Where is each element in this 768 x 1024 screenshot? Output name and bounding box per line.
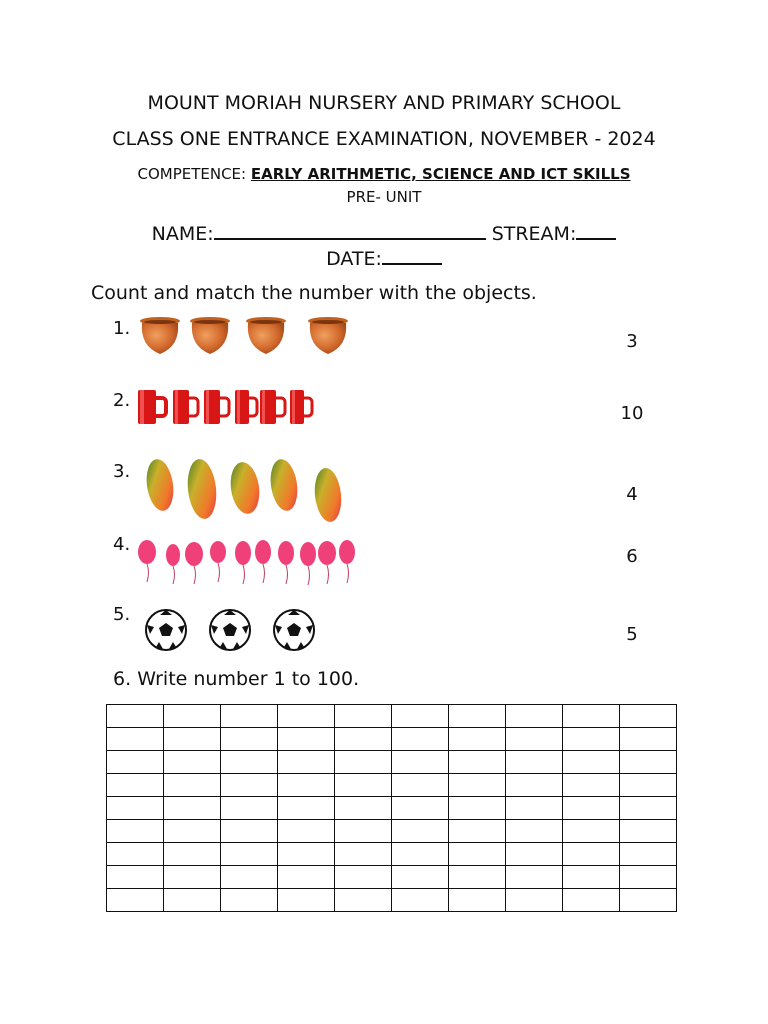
grid-cell[interactable] (335, 705, 392, 728)
mangoes-group (140, 456, 350, 528)
grid-cell[interactable] (221, 820, 278, 843)
grid-cell[interactable] (164, 774, 221, 797)
grid-cell[interactable] (563, 705, 620, 728)
grid-cell[interactable] (278, 751, 335, 774)
grid-cell[interactable] (221, 866, 278, 889)
grid-cell[interactable] (164, 705, 221, 728)
question-6-text: Write number 1 to 100. (137, 668, 360, 690)
grid-cell[interactable] (620, 797, 677, 820)
clay-pot-icon (140, 317, 180, 354)
grid-cell[interactable] (563, 843, 620, 866)
grid-cell[interactable] (506, 728, 563, 751)
football-icon (274, 610, 314, 650)
stream-blank[interactable] (576, 220, 616, 240)
question-number: 4. (113, 534, 131, 555)
grid-row (107, 843, 677, 866)
balloon-icon (255, 540, 271, 583)
date-label: DATE: (326, 248, 382, 270)
question-number: 3. (113, 461, 131, 482)
grid-cell[interactable] (506, 866, 563, 889)
grid-cell[interactable] (278, 797, 335, 820)
mango-icon (228, 460, 263, 515)
grid-cell[interactable] (449, 866, 506, 889)
question-number: 2. (113, 390, 131, 411)
clay-pot-icon (190, 317, 230, 354)
grid-cell[interactable] (392, 797, 449, 820)
date-blank[interactable] (382, 245, 442, 265)
grid-row (107, 889, 677, 912)
red-mug-icon (235, 390, 257, 424)
balloon-icon (300, 542, 316, 585)
grid-row (107, 774, 677, 797)
grid-cell[interactable] (620, 843, 677, 866)
grid-cell[interactable] (449, 705, 506, 728)
question-6 (113, 668, 359, 690)
grid-cell[interactable] (392, 705, 449, 728)
red-mug-icon (260, 390, 285, 424)
grid-cell[interactable] (107, 797, 164, 820)
grid-cell[interactable] (449, 889, 506, 912)
grid-cell[interactable] (449, 774, 506, 797)
grid-cell[interactable] (335, 843, 392, 866)
grid-cell[interactable] (506, 774, 563, 797)
grid-cell[interactable] (107, 728, 164, 751)
grid-cell[interactable] (278, 843, 335, 866)
grid-cell[interactable] (620, 820, 677, 843)
grid-cell[interactable] (335, 751, 392, 774)
grid-cell[interactable] (164, 728, 221, 751)
competence-label: COMPETENCE: (137, 165, 247, 183)
answer-number: 3 (626, 331, 638, 352)
grid-cell[interactable] (107, 889, 164, 912)
balloon-icon (210, 541, 226, 582)
grid-cell[interactable] (563, 889, 620, 912)
grid-cell[interactable] (392, 751, 449, 774)
grid-cell[interactable] (335, 889, 392, 912)
grid-cell[interactable] (164, 797, 221, 820)
grid-cell[interactable] (335, 797, 392, 820)
grid-cell[interactable] (449, 797, 506, 820)
answer-number: 4 (626, 484, 638, 505)
grid-cell[interactable] (221, 843, 278, 866)
red-mug-icon (290, 390, 312, 424)
red-mug-icon (173, 390, 198, 424)
grid-cell[interactable] (620, 866, 677, 889)
answer-number: 5 (626, 624, 638, 645)
balloons-group (136, 538, 361, 588)
grid-cell[interactable] (107, 774, 164, 797)
answer-number: 10 (620, 403, 644, 424)
question-number: 5. (113, 604, 131, 625)
mugs-group (136, 388, 316, 428)
number-writing-grid (106, 704, 677, 912)
grid-cell[interactable] (392, 820, 449, 843)
mango-icon (185, 458, 219, 521)
grid-cell[interactable] (221, 705, 278, 728)
balloon-icon (339, 540, 355, 583)
stream-label: STREAM: (491, 223, 577, 245)
grid-row (107, 705, 677, 728)
grid-cell[interactable] (335, 774, 392, 797)
question-number: 1. (113, 318, 131, 339)
answer-number: 6 (626, 546, 638, 567)
grid-row (107, 797, 677, 820)
question-number: 6. (113, 668, 132, 690)
grid-cell[interactable] (335, 820, 392, 843)
pots-group (136, 316, 356, 360)
grid-cell[interactable] (278, 705, 335, 728)
grid-cell[interactable] (506, 889, 563, 912)
grid-cell[interactable] (392, 728, 449, 751)
unit-label: PRE- UNIT (346, 188, 422, 206)
competence-line (0, 165, 768, 183)
grid-cell[interactable] (107, 820, 164, 843)
grid-cell[interactable] (620, 751, 677, 774)
mango-icon (268, 457, 301, 512)
grid-cell[interactable] (335, 866, 392, 889)
grid-cell[interactable] (164, 820, 221, 843)
grid-cell[interactable] (506, 820, 563, 843)
date-row (0, 245, 768, 270)
grid-cell[interactable] (392, 866, 449, 889)
grid-cell[interactable] (620, 889, 677, 912)
grid-row (107, 728, 677, 751)
grid-row (107, 751, 677, 774)
grid-cell[interactable] (449, 751, 506, 774)
grid-cell[interactable] (392, 889, 449, 912)
exam-title: CLASS ONE ENTRANCE EXAMINATION, NOVEMBER - 2024 (112, 128, 656, 150)
grid-cell[interactable] (164, 866, 221, 889)
clay-pot-icon (308, 317, 348, 354)
grid-cell[interactable] (221, 751, 278, 774)
grid-cell[interactable] (620, 774, 677, 797)
competence-value: EARLY ARITHMETIC, SCIENCE AND ICT SKILLS (250, 165, 631, 183)
grid-cell[interactable] (620, 728, 677, 751)
grid-cell[interactable] (506, 751, 563, 774)
grid-cell[interactable] (221, 797, 278, 820)
red-mug-icon (204, 390, 229, 424)
grid-cell[interactable] (449, 843, 506, 866)
grid-row (107, 866, 677, 889)
grid-row (107, 820, 677, 843)
grid-cell[interactable] (221, 728, 278, 751)
name-label: NAME: (151, 223, 214, 245)
football-icon (210, 610, 250, 650)
grid-cell[interactable] (563, 728, 620, 751)
grid-cell[interactable] (107, 751, 164, 774)
grid-cell[interactable] (506, 797, 563, 820)
grid-cell[interactable] (449, 820, 506, 843)
balls-group (143, 606, 323, 654)
balloon-icon (235, 541, 251, 584)
grid-cell[interactable] (278, 728, 335, 751)
mango-icon (312, 467, 344, 523)
grid-cell[interactable] (221, 889, 278, 912)
grid-cell[interactable] (506, 705, 563, 728)
balloon-icon (318, 541, 336, 584)
mango-icon (144, 457, 177, 512)
grid-cell[interactable] (278, 866, 335, 889)
balloon-icon (278, 541, 294, 584)
grid-cell[interactable] (107, 705, 164, 728)
balloon-icon (166, 544, 180, 584)
grid-cell[interactable] (563, 820, 620, 843)
grid-cell[interactable] (335, 728, 392, 751)
grid-cell[interactable] (620, 705, 677, 728)
grid-cell[interactable] (563, 797, 620, 820)
name-stream-row (0, 220, 768, 245)
grid-cell[interactable] (392, 774, 449, 797)
name-blank[interactable] (214, 220, 486, 240)
grid-cell[interactable] (392, 843, 449, 866)
red-mug-icon (138, 390, 166, 424)
grid-cell[interactable] (221, 774, 278, 797)
football-icon (146, 610, 186, 650)
clay-pot-icon (246, 317, 286, 354)
grid-cell[interactable] (278, 774, 335, 797)
grid-cell[interactable] (506, 843, 563, 866)
instruction-text: Count and match the number with the objects. (91, 282, 537, 304)
grid-cell[interactable] (563, 774, 620, 797)
grid-cell[interactable] (449, 728, 506, 751)
grid-cell[interactable] (107, 843, 164, 866)
grid-cell[interactable] (278, 889, 335, 912)
grid-cell[interactable] (563, 866, 620, 889)
grid-cell[interactable] (164, 889, 221, 912)
balloon-icon (138, 540, 156, 582)
grid-cell[interactable] (563, 751, 620, 774)
balloon-icon (185, 542, 203, 584)
school-name: MOUNT MORIAH NURSERY AND PRIMARY SCHOOL (147, 92, 621, 114)
grid-cell[interactable] (278, 820, 335, 843)
grid-cell[interactable] (107, 866, 164, 889)
grid-cell[interactable] (164, 843, 221, 866)
grid-cell[interactable] (164, 751, 221, 774)
